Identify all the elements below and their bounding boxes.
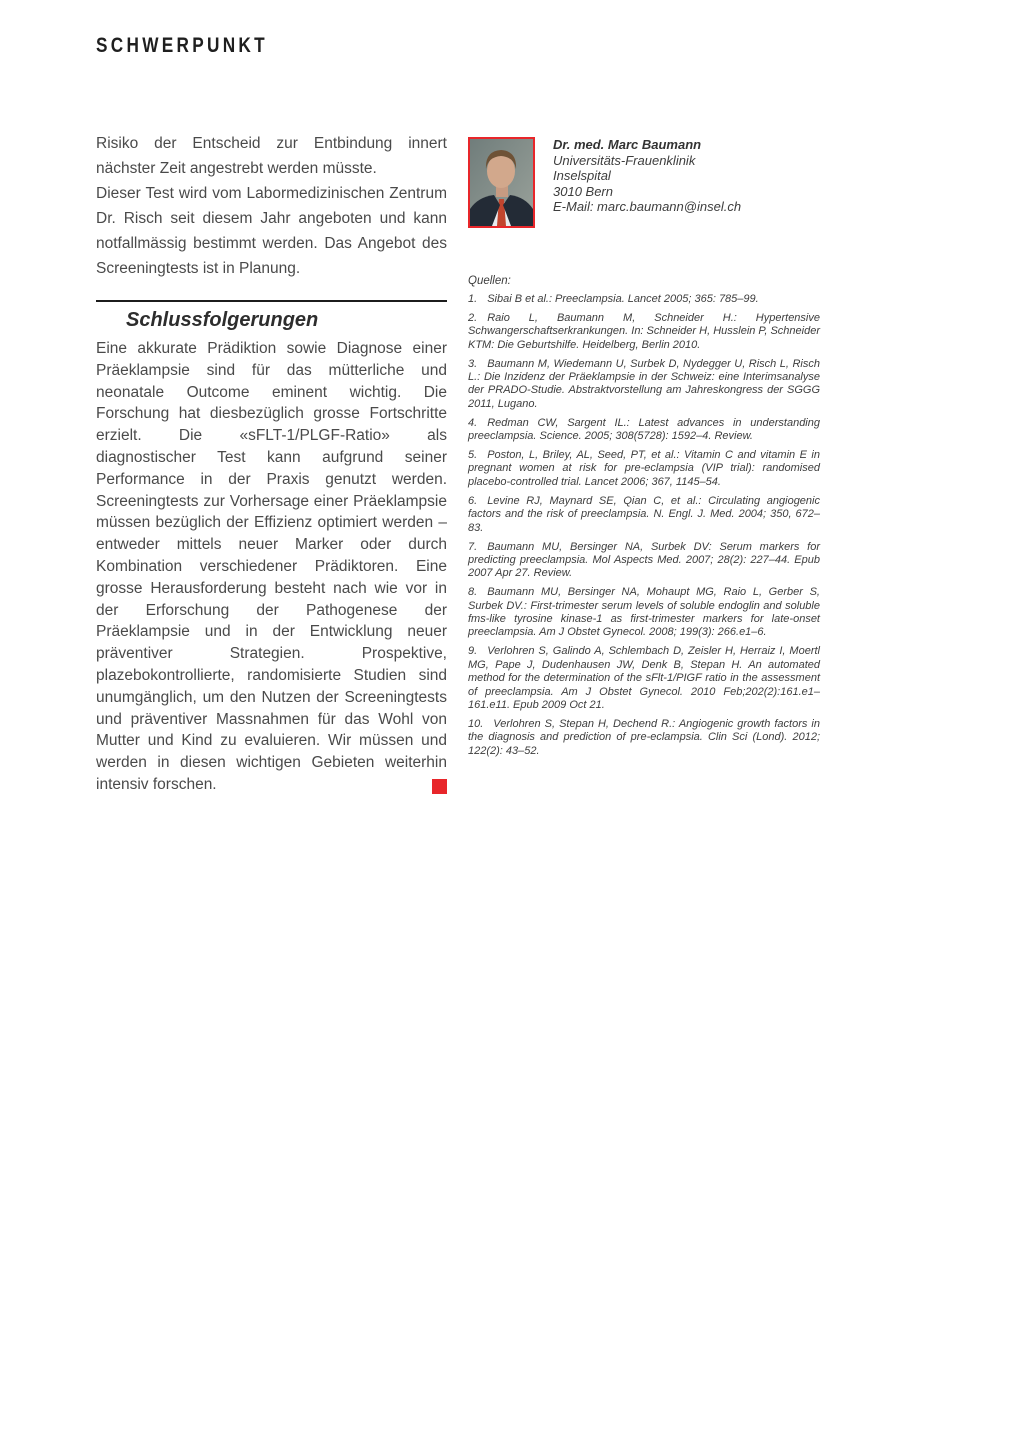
reference-text: Baumann MU, Bersinger NA, Surbek DV: Serum markers for predicting preeclampsia. Mol Aspects Med. 2007; 28(2): 227–44. Epub 2007 Apr 27. Review. xyxy=(468,540,820,580)
reference-number: 1. xyxy=(468,293,478,305)
reference-item xyxy=(468,541,820,581)
reference-text: Baumann MU, Bersinger NA, Mohaupt MG, Raio L, Gerber S, Surbek DV.: First-trimester serum levels of soluble endoglin and soluble fms-like tyrosine kinase-1 as first-trimester markers for late-onset preeclampsia. Am J Obstet Gynecol. 2008; 199(3): 266.e1–6. xyxy=(468,586,820,639)
reference-number: 6. xyxy=(468,494,478,507)
reference-number: 4. xyxy=(468,416,478,429)
reference-item xyxy=(468,417,820,444)
intro-paragraph: Dieser Test wird vom Labormedizinischen Zentrum Dr. Risch seit diesem Jahr angeboten und kann notfallmässig bestimmt werden. Das Angebot des Screeningtests ist in Planung. xyxy=(96,185,447,277)
portrait-image xyxy=(470,139,533,226)
reference-item xyxy=(468,449,820,489)
reference-text: Baumann M, Wiedemann U, Surbek D, Nydegger U, Risch L, Risch L.: Die Inzidenz der Präeklampsie in der Schweiz: eine Interimsanalyse der PRADO-Studie. Abstraktvorstellung am Jahreskongress der SGGG 2011, Lugano. xyxy=(468,357,820,410)
references-section xyxy=(468,275,820,758)
conclusions-heading: Schlussfolgerungen xyxy=(126,309,319,331)
reference-text: Sibai B et al.: Preeclampsia. Lancet 2005; 365: 785–99. xyxy=(487,293,759,305)
reference-number: 7. xyxy=(468,540,478,553)
conclusions-section xyxy=(96,300,447,796)
reference-number: 8. xyxy=(468,586,478,599)
section-label: SCHWERPUNKT xyxy=(96,34,268,57)
reference-number: 10. xyxy=(468,717,484,730)
conclusions-text: Eine akkurate Prädiktion sowie Diagnose einer Präeklampsie sind für das mütterliche und neonatale Outcome eminent wichtig. Die Forschung hat diesbezüglich grosse Fortschritte erzielt. Die «sFLT-1/PLGF-Ratio» als diagnostischer Test kann aufgrund seiner Performance in der Praxis genutzt werden. Screeningtests zur Vorhersage einer Präeklampsie müssen bezüglich der Effizienz optimiert werden – entweder mittels neuer Marker oder durch Kombination verschiedener Prädiktoren. Eine grosse Herausforderung besteht nach wie vor in der Erforschung der Pathogenese der Präeklampsie und in der Entwicklung neuer präventiver Strategien. Prospektive, plazebokontrollierte, randomisierte Studien sind unumgänglich, um den Nutzen der Screeningtests und präventiver Massnahmen für das Wohl von Mutter und Kind zu evaluieren. Wir müssen und werden in diesen wichtigen Gebieten weiterhin intensiv forschen. xyxy=(96,340,447,793)
reference-text: Poston, L, Briley, AL, Seed, PT, et al.: Vitamin C and vitamin E in pregnant women at risk for pre-eclampsia (VIP trial): randomised placebo-controlled trial. Lancet 2006; 367, 1145–54. xyxy=(468,449,820,488)
references-heading: Quellen: xyxy=(468,275,511,287)
author-affiliation-line: Universitäts-Frauenklinik xyxy=(553,152,696,168)
author-affiliation-line: 3010 Bern xyxy=(553,183,613,199)
author-block xyxy=(468,137,820,228)
conclusions-paragraph xyxy=(96,338,447,796)
reference-text: Levine RJ, Maynard SE, Qian C, et al.: Circulating angiogenic factors and the risk of preeclampsia. N. Engl. J. Med. 2004; 350, 672–83. xyxy=(468,494,820,534)
end-of-article-marker xyxy=(432,779,447,794)
reference-item xyxy=(468,718,820,758)
reference-item xyxy=(468,586,820,640)
reference-text: Verlohren S, Galindo A, Schlembach D, Zeisler H, Herraiz I, Moertl MG, Pape J, Dudenhausen JW, Denk B, Stepan H. An automated method for the determination of the sFlt-1/PIGF ratio in the assessment of preeclampsia. Am J Obstet Gynecol. 2010 Feb;202(2):161.e1–161.e11. Epub 2009 Oct 21. xyxy=(468,645,820,711)
author-affiliation-line: Inselspital xyxy=(553,168,611,183)
intro-paragraph: Risiko der Entscheid zur Entbindung innert nächster Zeit angestrebt werden müsste. xyxy=(96,135,447,177)
author-photo xyxy=(468,137,535,228)
left-column xyxy=(96,131,447,796)
author-info xyxy=(553,137,741,215)
right-column xyxy=(468,137,820,764)
intro-text xyxy=(96,131,447,281)
author-name: Dr. med. Marc Baumann xyxy=(553,137,702,152)
reference-text: Redman CW, Sargent IL.: Latest advances in understanding preeclampsia. Science. 2005; 308(5728): 1592–4. Review. xyxy=(468,416,820,443)
reference-number: 3. xyxy=(468,357,478,370)
reference-number: 5. xyxy=(468,449,478,462)
reference-text: Raio L, Baumann M, Schneider H.: Hypertensive Schwangerschaftserkrankungen. In: Schneider H, Husslein P, Schneider KTM: Die Geburtshilfe. Heidelberg, Berlin 2010. xyxy=(468,311,820,351)
reference-number: 2. xyxy=(468,311,478,324)
reference-item xyxy=(468,312,820,352)
reference-item xyxy=(468,495,820,535)
reference-item xyxy=(468,645,820,712)
reference-item xyxy=(468,293,820,306)
reference-text: Verlohren S, Stepan H, Dechend R.: Angiogenic growth factors in the diagnosis and prediction of pre-eclampsia. Clin Sci (Lond). 2012; 122(2): 43–52. xyxy=(468,717,820,757)
reference-item xyxy=(468,358,820,412)
author-email: E-Mail: marc.baumann@insel.ch xyxy=(553,199,742,214)
reference-number: 9. xyxy=(468,645,478,658)
